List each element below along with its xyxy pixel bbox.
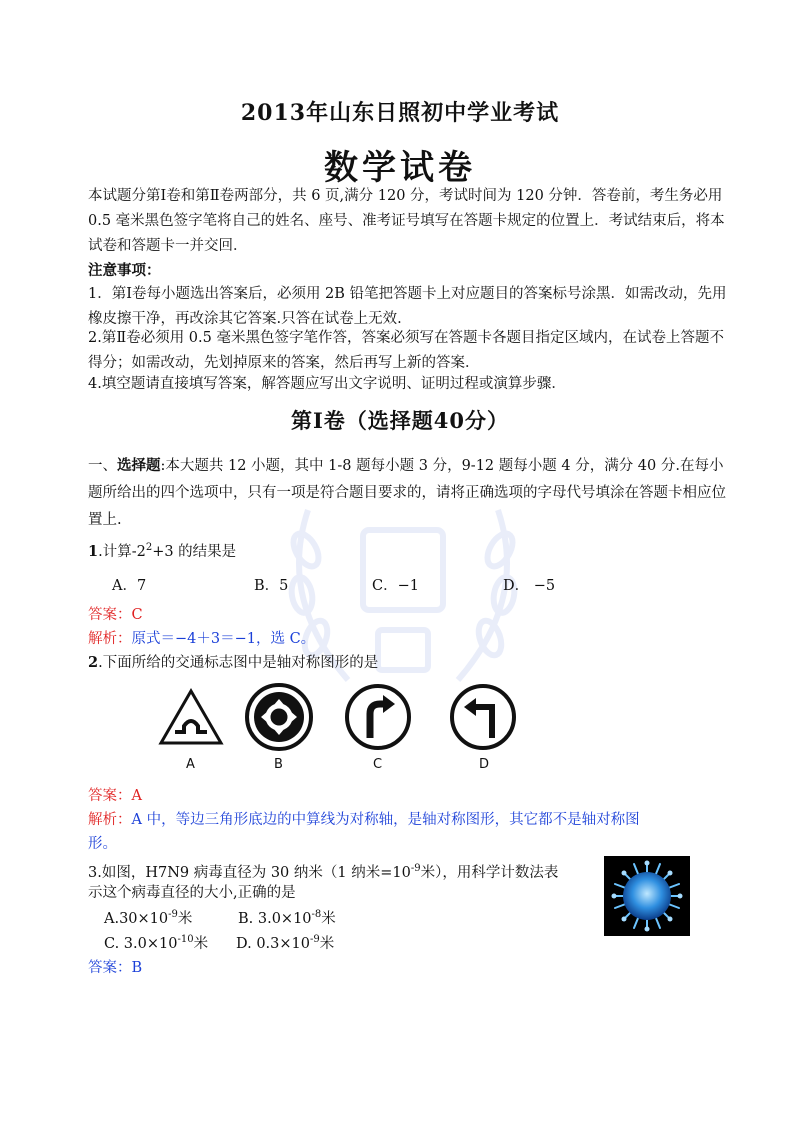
- q2-stem: [88, 652, 378, 674]
- virus-image: [604, 856, 690, 936]
- q1-stem-a: .计算-2: [98, 543, 146, 560]
- sign-label-b: B: [274, 757, 283, 772]
- q1-option-b: B．5: [254, 578, 289, 594]
- q2-analysis-label: 解析：: [88, 812, 132, 828]
- q1-stem: [88, 537, 236, 563]
- section-title: 第Ⅰ卷（选择题40分）: [290, 408, 510, 433]
- instr-bold: 选择题: [117, 457, 161, 474]
- q1-option-d: D． −5: [503, 578, 556, 594]
- notes-heading: 注意事项：: [88, 262, 161, 279]
- q2-analysis-line2: 形。: [88, 836, 117, 852]
- q3-stem-a: 3.如图，H7N9 病毒直径为 30 纳米（1 纳米=10: [88, 864, 411, 881]
- q3-stem-line1: [88, 858, 558, 884]
- exam-subtitle: 数学试卷: [324, 148, 476, 188]
- sign-label-a: A: [186, 757, 195, 772]
- q3-opt-a-sup: -9: [168, 909, 178, 921]
- q1-analysis: [88, 628, 315, 650]
- traffic-sign-d-left-turn-icon: [448, 682, 518, 752]
- exam-title: 2013年山东日照初中学业考试: [240, 100, 560, 126]
- q3-option-a: [104, 907, 192, 928]
- traffic-sign-c-right-turn-icon: [343, 682, 413, 752]
- note-2: 2.第Ⅱ卷必须用 0.5 毫米黑色签字笔作答，答案必须写在答题卡各题目指定区域内，在试卷上答题不得分；如需改动，先划掉原来的答案，然后再写上新的答案．: [88, 330, 724, 371]
- traffic-sign-b-roundabout-icon: [244, 682, 314, 752]
- q3-stem-line2: 示这个病毒直径的大小,正确的是: [88, 885, 296, 901]
- q3-opt-a-text: A.30×10: [104, 911, 169, 927]
- q2-answer: 答案：A: [88, 788, 142, 804]
- q3-opt-a-unit: 米: [177, 911, 193, 927]
- sign-label-c: C: [373, 757, 383, 772]
- q3-opt-b-text: B. 3.0×10: [238, 911, 312, 927]
- q3-stem-b: 米），用科学计数法表: [420, 864, 559, 881]
- q1-number: 1: [88, 542, 99, 560]
- q1-answer: 答案：C: [88, 607, 143, 623]
- q3-stem-sup: -9: [410, 863, 421, 874]
- q3-opt-c-unit: 米: [193, 936, 209, 952]
- q1-analysis-label: 解析：: [88, 631, 132, 647]
- q3-opt-d-text: D. 0.3×10: [236, 936, 310, 952]
- q3-opt-d-sup: -9: [310, 934, 320, 946]
- intro-paragraph: 本试题分第Ⅰ卷和第Ⅱ卷两部分，共 6 页,满分 120 分，考试时间为 120 分钟．答卷前，考生务必用 0.5 毫米黑色签字笔将自己的姓名、座号、准考证号填写在答题卡规定的位置上．考试结束后，将本试卷和答题卡一并交回．: [88, 188, 725, 254]
- q3-option-b: [238, 907, 336, 928]
- sign-label-d: D: [479, 757, 490, 772]
- q2-analysis-line1: [88, 809, 640, 831]
- q1-option-c: C．−1: [372, 578, 419, 594]
- q1-stem-sup: 2: [145, 542, 153, 553]
- q1-option-a: A．7: [112, 578, 147, 594]
- q2-analysis-text: A 中，等边三角形底边的中算线为对称轴，是轴对称图形，其它都不是轴对称图: [131, 812, 640, 828]
- instr-text: :本大题共 12 小题，其中 1-8 题每小题 3 分，9-12 题每小题 4 分，满分 40 分.在每小题所给出的四个选项中，只有一项是符合题目要求的，请将正确选项的字母代号填涂在答题卡相应位置上.: [88, 458, 726, 528]
- q3-opt-b-unit: 米: [321, 911, 336, 927]
- note-1: 1．第Ⅰ卷每小题选出答案后，必须用 2B 铅笔把答题卡上对应题目的答案标号涂黑．如需改动，先用橡皮擦干净，再改涂其它答案.只答在试卷上无效.: [88, 286, 727, 327]
- q3-answer: 答案：B: [88, 960, 143, 976]
- q3-opt-c-sup: -10: [177, 934, 194, 946]
- q2-number: 2: [88, 654, 99, 671]
- q1-analysis-text: 原式＝−4＋3＝−1，选 C。: [131, 631, 316, 647]
- q3-opt-b-sup: -8: [311, 909, 322, 921]
- q3-option-c: [104, 932, 208, 953]
- note-4: 4.填空题请直接填写答案，解答题应写出文字说明、证明过程或演算步骤．: [88, 376, 566, 392]
- q3-opt-d-unit: 米: [319, 936, 335, 952]
- traffic-sign-a-triangle-icon: [158, 688, 224, 746]
- q2-stem-text: .下面所给的交通标志图中是轴对称图形的是: [98, 655, 379, 671]
- section-instructions: [88, 452, 728, 534]
- instr-prefix: 一、: [88, 458, 117, 474]
- q3-option-d: [236, 932, 334, 953]
- q1-stem-b: +3 的结果是: [152, 543, 237, 560]
- q3-opt-c-text: C. 3.0×10: [104, 936, 178, 952]
